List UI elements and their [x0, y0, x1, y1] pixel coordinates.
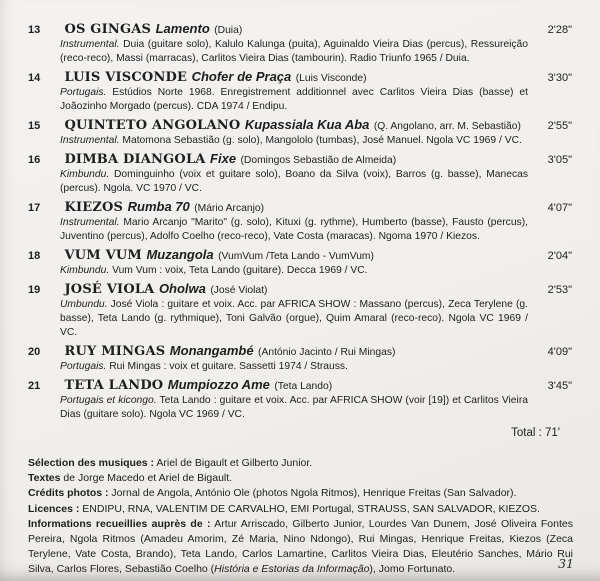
track-artist: LUIS VISCONDE: [64, 70, 188, 85]
track-composer: (Mário Arcanjo): [194, 203, 265, 214]
track-header: [28, 69, 572, 86]
track-artist: VUM VUM: [64, 248, 143, 263]
detail-text: Duia (guitare solo), Kalulo Kalunga (puita), Aguinaldo Vieira Dias (percus), Ressureição (reco-reco), Massi (marracas), Carlitos Vieira Dias (tambourin). Radio Triunfo 1965 / Duia.: [60, 39, 528, 64]
track-artist: DIMBA DIANGOLA: [64, 152, 206, 167]
track-detail: [60, 298, 528, 340]
track-duration: 2'55": [547, 120, 572, 132]
track-artist: TETA LANDO: [64, 378, 164, 393]
track-number: 20: [28, 346, 41, 358]
credit-line: [28, 517, 573, 578]
detail-text: Vum Vum : voix, Teta Lando (guitare). Decca 1969 / VC.: [109, 265, 368, 276]
language-label: Umbundu.: [60, 299, 108, 310]
track-title: Lamento: [155, 21, 210, 36]
track-header: [28, 199, 572, 216]
track-header: [28, 21, 572, 38]
page-number: 31: [558, 556, 574, 571]
track-header: [28, 117, 572, 134]
track-duration: 2'53": [547, 284, 572, 296]
language-label: Portugais et kicongo.: [60, 395, 157, 406]
track-number: 14: [28, 72, 41, 84]
language-label: Portugais.: [60, 361, 107, 372]
track-title: Mumpiozzo Ame: [167, 377, 270, 392]
track-number: 17: [28, 202, 41, 214]
track-composer: (VumVum /Teta Lando - VumVum): [218, 251, 374, 262]
track-detail: [60, 168, 528, 196]
track-number: 13: [28, 24, 41, 36]
track-composer: (António Jacinto / Rui Mingas): [258, 347, 396, 358]
track-duration: 4'09": [547, 346, 572, 358]
track-header: [28, 377, 572, 394]
credit-tail: ), Jomo Fortunato.: [369, 563, 456, 576]
credit-label: Informations recueillies auprès de :: [28, 517, 211, 530]
track-title: Kupassiala Kua Aba: [244, 117, 370, 132]
track-duration: 4'07": [547, 202, 572, 214]
track-detail: [60, 394, 528, 422]
track-row: [28, 117, 572, 148]
track-title: Monangambé: [169, 343, 254, 358]
track-row: [28, 199, 572, 244]
detail-text: Mario Arcanjo "Marito" (g. solo), Kituxi (g. rythme), Humberto (basse), Fausto (percus), Juventino (percus), Adolfo Coelho (reco-reco), Vate Costa (maracas). Ngoma 1970 / Kiezos.: [60, 217, 528, 242]
track-row: [28, 69, 572, 114]
total-duration: Total : 71': [511, 427, 560, 439]
track-composer: (Duia): [214, 25, 243, 36]
detail-text: Dominguinho (voix et guitare solo), Boano da Silva (voix), Barros (g. basse), Manecas (percus). Ngola. VC 1970 / VC.: [60, 169, 528, 194]
track-artist: OS GINGAS: [64, 22, 152, 37]
language-label: Instrumental.: [60, 39, 120, 50]
track-number: 15: [28, 120, 41, 132]
track-header: [28, 281, 572, 298]
track-artist: KIEZOS: [64, 200, 124, 215]
track-header: [28, 343, 572, 360]
track-detail: [60, 86, 528, 114]
track-list: [28, 21, 572, 422]
credit-line: [28, 456, 573, 471]
credit-text: de Jorge Macedo et Ariel de Bigault.: [60, 472, 233, 485]
track-composer: (Teta Lando): [274, 381, 333, 392]
track-number: 19: [28, 284, 41, 296]
track-header: [28, 151, 572, 168]
track-duration: 2'04": [547, 250, 572, 262]
track-row: [28, 151, 572, 196]
track-artist: RUY MINGAS: [64, 344, 166, 359]
track-title: Fixe: [210, 151, 237, 166]
detail-text: Rui Mingas : voix et guitare. Sassetti 1974 / Strauss.: [106, 361, 348, 372]
credit-label: Licences :: [28, 502, 80, 515]
track-number: 16: [28, 154, 41, 166]
language-label: Instrumental.: [60, 217, 120, 228]
credits-section: [28, 456, 573, 578]
track-detail: [60, 134, 528, 148]
track-row: [28, 343, 572, 374]
track-detail: [60, 38, 528, 66]
track-artist: JOSÉ VIOLA: [64, 282, 155, 297]
track-row: [28, 377, 572, 422]
track-duration: 3'30": [547, 72, 572, 84]
credit-line: [28, 486, 573, 501]
detail-text: José Viola : guitare et voix. Acc. par AFRICA SHOW : Massano (percus), Zeca Terylene (g. basse), Teta Lando (g. rythmique), Toni Galvão (orgue), Quim Amaral (reco-reco). Ngola VC 1969 / VC.: [60, 299, 528, 338]
credit-label: Sélection des musiques :: [28, 457, 155, 469]
track-title: Muzangola: [146, 247, 214, 262]
track-row: [28, 281, 572, 340]
track-duration: 2'28": [547, 24, 572, 36]
track-artist: QUINTETO ANGOLANO: [64, 118, 241, 133]
language-label: Kimbundu.: [60, 265, 110, 276]
language-label: Instrumental.: [60, 135, 120, 146]
detail-text: Estúdios Norte 1968. Enregistrement additionnel avec Carlitos Vieira Dias (basse) et Joãozinho Morgado (percus). CDA 1974 / Endipu.: [60, 87, 528, 112]
credit-line: [28, 471, 573, 486]
detail-text: Teta Lando : guitare et voix. Acc. par AFRICA SHOW (voir [19]) et Carlitos Vieira Dias (guitare solo). Ngola VC 1969 / VC.: [60, 395, 528, 420]
credit-text: ENDIPU, RNA, VALENTIM DE CARVALHO, EMI Portugal, STRAUSS, SAN SALVADOR, KIEZOS.: [79, 502, 540, 515]
track-header: [28, 247, 572, 264]
track-composer: (Q. Angolano, arr. M. Sebastião): [373, 121, 521, 132]
track-number: 21: [28, 380, 41, 392]
track-duration: 3'05": [547, 154, 572, 166]
track-number: 18: [28, 250, 41, 262]
language-label: Portugais.: [60, 87, 107, 98]
track-duration: 3'45": [547, 380, 572, 392]
credit-line: [28, 502, 573, 517]
track-title: Oholwa: [158, 281, 206, 296]
credit-italic: História e Estorias da Informação: [214, 563, 370, 576]
credit-label: Crédits photos :: [28, 487, 109, 500]
track-detail: [60, 264, 528, 278]
track-composer: (Domingos Sebastião de Almeida): [240, 155, 397, 166]
track-row: [28, 247, 572, 278]
credit-label: Textes: [28, 472, 61, 485]
credit-text: Artur Arriscado, Gilberto Junior, Lourdes Van Dunem, José Oliveira Fontes Pereira, Ngola Ritmos (Amadeu Amorim, Zé Maria, Nino Ndongo), Rui Mingas, Henrique Freitas, Kiezos (Zeca Terylene, Vate Costa, Brando), Teta Lando, Carlos Lamartine, Carlitos Vieira Dias, Eleutério Sanches, Mário Rui Silva, Carlos Flores, Sebastião Coelho (: [28, 517, 573, 576]
track-title: Rumba 70: [127, 199, 190, 214]
track-composer: (José Violat): [210, 285, 268, 296]
track-row: [28, 21, 572, 66]
language-label: Kimbundu.: [60, 169, 110, 180]
track-title: Chofer de Praça: [191, 69, 292, 84]
track-composer: (Luis Visconde): [295, 73, 367, 84]
track-detail: [60, 216, 528, 244]
credit-text: Jornal de Angola, António Ole (photos Ngola Ritmos), Henrique Freitas (San Salvador).: [108, 487, 517, 500]
track-detail: [60, 360, 528, 374]
credit-text: Ariel de Bigault et Gilberto Junior.: [154, 457, 313, 469]
detail-text: Matomona Sebastião (g. solo), Mangololo (tumbas), José Manuel. Ngola VC 1969 / VC.: [119, 135, 522, 146]
